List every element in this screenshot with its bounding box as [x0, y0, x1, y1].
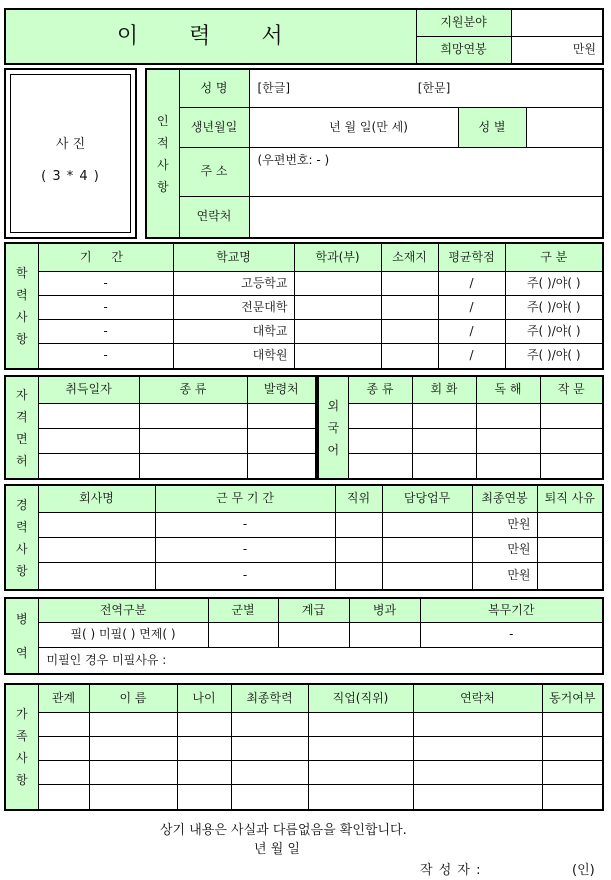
salary-label: 희망연봉 [416, 36, 511, 64]
edu-header-gpa: 평균학점 [438, 243, 505, 271]
language-block [317, 375, 604, 480]
career-header-company: 회사명 [38, 485, 155, 512]
career-position-cell[interactable] [335, 537, 382, 562]
confirm-statement: 상기 내용은 사실과 다름없음을 확인합니다. [160, 823, 407, 838]
career-company-cell[interactable] [38, 537, 155, 562]
birth-label: 생년월일 [179, 107, 249, 147]
birth-value: 년 월 일(만 세) [329, 119, 408, 134]
career-duty-cell[interactable] [382, 537, 472, 562]
family-header-job: 직업(직위) [308, 684, 413, 712]
address-value: (우편번호: - ) [257, 152, 330, 167]
career-reason-cell[interactable] [537, 512, 603, 537]
family-cell[interactable] [231, 712, 308, 736]
military-reason-cell[interactable] [38, 647, 603, 674]
career-salary-cell[interactable]: 만원 [472, 512, 537, 537]
salary-unit: 만원 [572, 42, 596, 57]
name-hangul-label: [한글] [257, 80, 291, 95]
name-input[interactable] [249, 69, 603, 107]
career-company-cell[interactable] [38, 512, 155, 537]
family-cell[interactable] [89, 784, 177, 810]
table-row [318, 403, 603, 428]
career-header-reason: 퇴직 사유 [537, 485, 603, 512]
license-header-issuer: 발령처 [247, 376, 316, 403]
field-input[interactable] [511, 9, 603, 36]
contact-label: 연락처 [179, 196, 249, 238]
family-cell[interactable] [542, 712, 603, 736]
career-period-cell[interactable]: - [155, 512, 335, 537]
military-reason-label: 미필인 경우 미필사유 : [46, 652, 167, 667]
military-status-cell[interactable]: 필( ) 미필( ) 면제( ) [38, 622, 208, 647]
license-cell[interactable] [38, 403, 139, 428]
military-section-label: 병 역 [5, 598, 38, 674]
family-cell[interactable] [308, 784, 413, 810]
family-cell[interactable] [38, 712, 89, 736]
license-cell[interactable] [139, 403, 247, 428]
family-cell[interactable] [542, 784, 603, 810]
lang-cell[interactable] [540, 453, 603, 479]
table-row [5, 271, 603, 295]
family-header-age: 나이 [177, 684, 231, 712]
license-block [4, 375, 317, 480]
lang-cell[interactable] [476, 403, 540, 428]
lang-cell[interactable] [476, 428, 540, 453]
edu-major-cell[interactable] [294, 271, 381, 295]
edu-gpa-cell[interactable]: / [438, 319, 505, 343]
edu-type-cell[interactable]: 주( )/야( ) [505, 271, 603, 295]
table-row [5, 537, 603, 562]
table-row [5, 403, 316, 428]
edu-header-type: 구 분 [505, 243, 603, 271]
license-header-type: 종 류 [139, 376, 247, 403]
career-salary-cell[interactable]: 만원 [472, 537, 537, 562]
career-position-cell[interactable] [335, 512, 382, 537]
family-cell[interactable] [38, 736, 89, 760]
table-row [5, 453, 316, 479]
family-section-label: 가 족 사 항 [5, 684, 38, 810]
career-reason-cell[interactable] [537, 562, 603, 590]
family-cell[interactable] [231, 760, 308, 784]
career-reason-cell[interactable] [537, 537, 603, 562]
career-duty-cell[interactable] [382, 512, 472, 537]
license-header-date: 취득일자 [38, 376, 139, 403]
photo-label: 사 진 [55, 137, 86, 152]
table-row [5, 319, 603, 343]
edu-gpa-cell[interactable]: / [438, 295, 505, 319]
career-duty-cell[interactable] [382, 562, 472, 590]
family-block [4, 683, 604, 811]
license-cell[interactable] [139, 428, 247, 453]
lang-cell[interactable] [348, 453, 412, 479]
table-row [5, 712, 603, 736]
table-row [5, 343, 603, 369]
family-cell[interactable] [38, 760, 89, 784]
family-cell[interactable] [308, 736, 413, 760]
family-cell[interactable] [413, 760, 542, 784]
edu-location-cell[interactable] [381, 343, 438, 369]
field-label: 지원분야 [416, 9, 511, 36]
edu-type-cell[interactable]: 주( )/야( ) [505, 295, 603, 319]
family-header-contact: 연락처 [413, 684, 542, 712]
family-cell[interactable] [413, 736, 542, 760]
military-rank-cell[interactable] [278, 622, 349, 647]
career-block [4, 484, 604, 591]
lang-header-type: 종 류 [348, 376, 412, 403]
military-branch-cell[interactable] [208, 622, 278, 647]
address-label: 주 소 [179, 147, 249, 196]
family-cell[interactable] [177, 712, 231, 736]
lang-header-reading: 독 해 [476, 376, 540, 403]
family-cell[interactable] [89, 712, 177, 736]
gender-input[interactable] [526, 107, 603, 147]
lang-cell[interactable] [540, 428, 603, 453]
lang-cell[interactable] [412, 453, 476, 479]
family-cell[interactable] [89, 760, 177, 784]
family-cell[interactable] [38, 784, 89, 810]
license-cell[interactable] [38, 453, 139, 479]
edu-location-cell[interactable] [381, 271, 438, 295]
name-hanja-label: [한문] [417, 80, 451, 95]
edu-location-cell[interactable] [381, 295, 438, 319]
table-row [5, 784, 603, 810]
edu-period-cell[interactable]: - [38, 343, 173, 369]
career-header-salary: 최종연봉 [472, 485, 537, 512]
lang-header-writing: 작 문 [540, 376, 603, 403]
family-header-education: 최종학력 [231, 684, 308, 712]
career-header-duty: 담당업무 [382, 485, 472, 512]
personal-section-label: 인 적 사 항 [146, 69, 179, 238]
family-cell[interactable] [542, 760, 603, 784]
military-block [4, 597, 604, 675]
career-section-label: 경 력 사 항 [5, 485, 38, 590]
lang-cell[interactable] [412, 428, 476, 453]
family-cell[interactable] [231, 784, 308, 810]
license-cell[interactable] [247, 403, 316, 428]
edu-type-cell[interactable]: 주( )/야( ) [505, 319, 603, 343]
contact-input[interactable] [249, 196, 603, 238]
edu-gpa-cell[interactable]: / [438, 343, 505, 369]
license-cell[interactable] [139, 453, 247, 479]
lang-cell[interactable] [348, 403, 412, 428]
gender-label: 성 별 [458, 107, 526, 147]
education-block [4, 242, 604, 370]
family-cell[interactable] [308, 760, 413, 784]
family-cell[interactable] [542, 736, 603, 760]
table-row [5, 760, 603, 784]
family-cell[interactable] [177, 784, 231, 810]
edu-header-major: 학과(부) [294, 243, 381, 271]
edu-school-cell[interactable]: 대학원 [173, 343, 294, 369]
birth-input[interactable] [249, 107, 458, 147]
military-period-cell[interactable]: - [420, 622, 603, 647]
family-cell[interactable] [177, 760, 231, 784]
lang-header-speaking: 회 화 [412, 376, 476, 403]
table-row [5, 295, 603, 319]
family-header-relation: 관계 [38, 684, 89, 712]
table-row [5, 512, 603, 537]
license-cell[interactable] [247, 453, 316, 479]
military-header-corps: 병과 [349, 598, 420, 622]
family-cell[interactable] [177, 736, 231, 760]
family-header-name: 이 름 [89, 684, 177, 712]
career-period-cell[interactable]: - [155, 537, 335, 562]
family-cell[interactable] [89, 736, 177, 760]
edu-major-cell[interactable] [294, 319, 381, 343]
family-cell[interactable] [413, 712, 542, 736]
career-position-cell[interactable] [335, 562, 382, 590]
lang-cell[interactable] [540, 403, 603, 428]
edu-period-cell[interactable]: - [38, 271, 173, 295]
table-row [318, 453, 603, 479]
table-row [5, 428, 316, 453]
photo-frame [10, 74, 131, 233]
career-salary-cell[interactable]: 만원 [472, 562, 537, 590]
career-company-cell[interactable] [38, 562, 155, 590]
edu-header-period: 기 간 [38, 243, 173, 271]
military-corps-cell[interactable] [349, 622, 420, 647]
personal-info-block [145, 68, 604, 239]
edu-header-school: 학교명 [173, 243, 294, 271]
header-block [4, 8, 604, 65]
address-input[interactable] [249, 147, 603, 196]
document-title: 이 력 서 [5, 9, 416, 64]
career-header-position: 직위 [335, 485, 382, 512]
education-section-label: 학 력 사 항 [5, 243, 38, 369]
military-header-discharge: 전역구분 [38, 598, 208, 622]
military-header-branch: 군별 [208, 598, 278, 622]
edu-gpa-cell[interactable]: / [438, 271, 505, 295]
license-cell[interactable] [38, 428, 139, 453]
table-row [318, 428, 603, 453]
photo-size: ( 3 * 4 ) [41, 169, 100, 184]
lang-cell[interactable] [348, 428, 412, 453]
edu-major-cell[interactable] [294, 343, 381, 369]
edu-major-cell[interactable] [294, 295, 381, 319]
military-header-period: 복무기간 [420, 598, 603, 622]
lang-cell[interactable] [412, 403, 476, 428]
writer-label: 작 성 자 : [420, 863, 482, 878]
edu-type-cell[interactable]: 주( )/야( ) [505, 343, 603, 369]
license-cell[interactable] [247, 428, 316, 453]
family-cell[interactable] [231, 736, 308, 760]
table-row [5, 736, 603, 760]
edu-period-cell[interactable]: - [38, 295, 173, 319]
career-period-cell[interactable]: - [155, 562, 335, 590]
edu-school-cell[interactable]: 고등학교 [173, 271, 294, 295]
table-row [5, 562, 603, 590]
edu-header-location: 소재지 [381, 243, 438, 271]
name-label: 성 명 [179, 69, 249, 107]
family-header-cohabit: 동거여부 [542, 684, 603, 712]
table-row [5, 622, 603, 647]
edu-school-cell[interactable]: 전문대학 [173, 295, 294, 319]
edu-location-cell[interactable] [381, 319, 438, 343]
family-cell[interactable] [413, 784, 542, 810]
photo-box[interactable] [4, 68, 137, 239]
seal-mark: (인) [572, 863, 595, 878]
military-header-rank: 계급 [278, 598, 349, 622]
lang-cell[interactable] [476, 453, 540, 479]
family-cell[interactable] [308, 712, 413, 736]
date-line: 년 월 일 [254, 842, 300, 857]
edu-period-cell[interactable]: - [38, 319, 173, 343]
career-header-period: 근 무 기 간 [155, 485, 335, 512]
language-section-label: 외 국 어 [318, 376, 348, 479]
edu-school-cell[interactable]: 대학교 [173, 319, 294, 343]
license-section-label: 자 격 면 허 [5, 376, 38, 479]
salary-input[interactable] [511, 36, 603, 64]
